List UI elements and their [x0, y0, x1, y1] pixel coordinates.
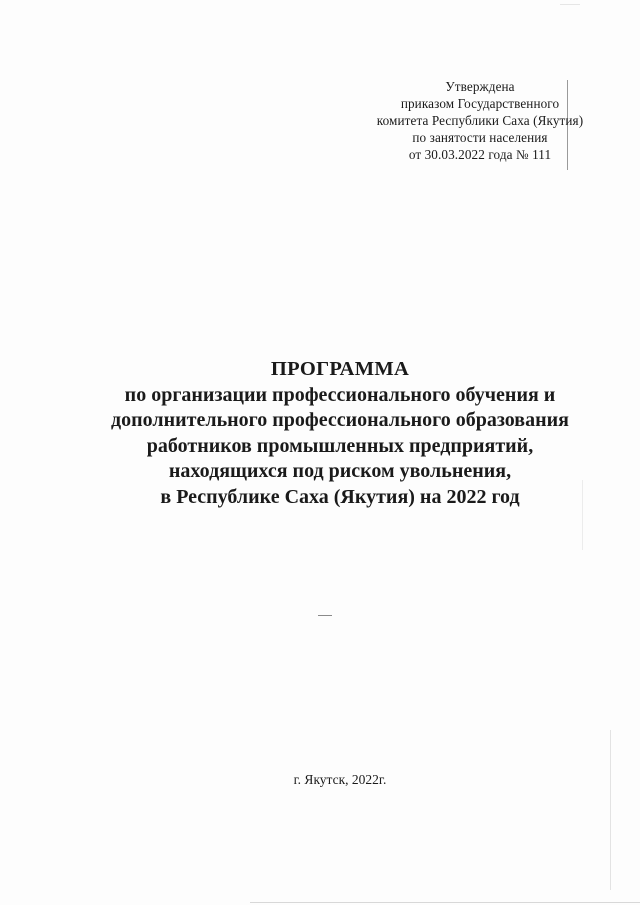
title-line: дополнительного профессионального образования	[111, 409, 569, 431]
approval-line: по занятости населения	[412, 130, 548, 145]
document-title	[60, 357, 620, 510]
approval-stamp-block	[330, 78, 630, 163]
city-year: г. Якутск, 2022г.	[293, 772, 387, 787]
title-line: работников промышленных предприятий,	[146, 434, 534, 457]
approval-line: Утверждена	[445, 79, 515, 94]
approval-line: комитета Республики Саха (Якутия)	[376, 113, 584, 128]
scan-artifact	[560, 4, 580, 5]
title-line: находящихся под риском увольнения,	[168, 460, 512, 482]
title-line: по организации профессионального обучения и	[124, 383, 556, 406]
approval-line: приказом Государственного	[400, 96, 560, 111]
title-line: в Республике Саха (Якутия) на 2022 год	[160, 485, 520, 508]
scan-artifact	[610, 730, 611, 890]
program-heading: ПРОГРАММА	[270, 358, 410, 380]
scan-artifact	[318, 615, 332, 616]
approval-line: от 30.03.2022 года № 111	[408, 147, 552, 162]
scan-artifact	[250, 902, 640, 903]
